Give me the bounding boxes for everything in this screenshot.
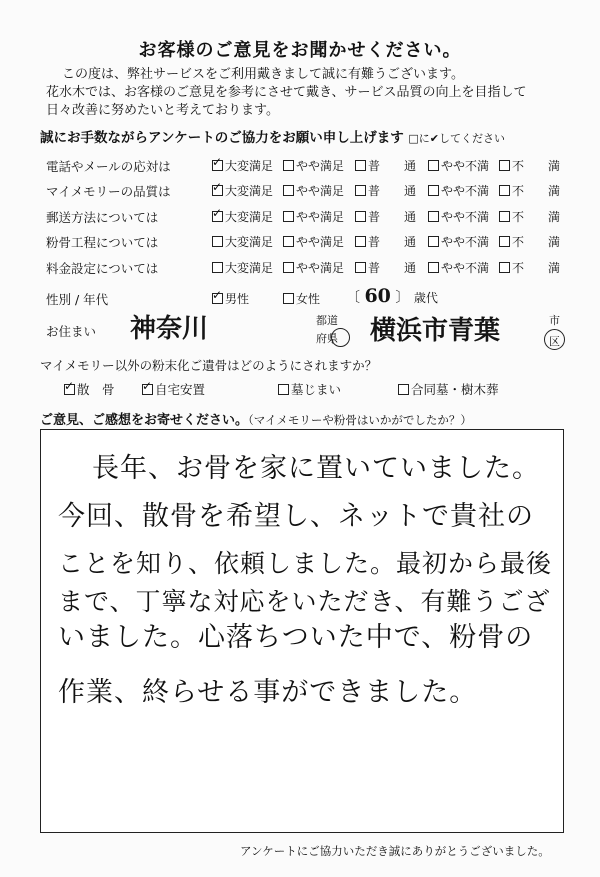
- rating-checkbox[interactable]: [212, 185, 223, 196]
- rating-option-label: 普 通: [368, 159, 417, 173]
- rating-option-label: やや不満: [441, 159, 490, 173]
- rating-option-label: 普 通: [368, 235, 417, 249]
- question-label: 郵送方法については: [46, 210, 159, 225]
- rating-option[interactable]: [212, 233, 273, 250]
- survey-request-text: 誠にお手数ながらアンケートのご協力をお願い申し上げます: [40, 130, 404, 146]
- rating-option[interactable]: [355, 208, 416, 225]
- gender-male-label: 男性: [225, 292, 250, 306]
- rating-checkbox[interactable]: [499, 236, 510, 247]
- comments-label-sub: （マイメモリーや粉骨はいかがでしたか？）: [248, 413, 472, 427]
- rating-option[interactable]: [428, 182, 489, 199]
- rating-checkbox[interactable]: [212, 211, 223, 222]
- rating-option[interactable]: [499, 157, 560, 174]
- rating-option-label: やや不満: [441, 184, 490, 198]
- rating-checkbox[interactable]: [499, 185, 510, 196]
- rating-checkbox[interactable]: [499, 262, 510, 273]
- gender-male-checkbox[interactable]: [212, 293, 223, 304]
- rating-checkbox[interactable]: [283, 211, 294, 222]
- rating-option-label: 不 満: [512, 261, 561, 275]
- remains-option[interactable]: [64, 380, 115, 398]
- remains-option-label: 合同墓・樹木葬: [411, 382, 499, 397]
- prefecture-circle: [331, 328, 350, 347]
- rating-option-label: やや満足: [296, 235, 345, 249]
- rating-checkbox[interactable]: [283, 262, 294, 273]
- footer-thanks: アンケートにご協力いただき誠にありがとうございました。: [240, 844, 550, 858]
- rating-checkbox[interactable]: [283, 185, 294, 196]
- gender-male-option[interactable]: [212, 290, 249, 307]
- comment-line: 今回、散骨を希望し、ネットで貴社の: [58, 501, 534, 532]
- rating-option-label: 不 満: [512, 210, 561, 224]
- rating-checkbox[interactable]: [499, 160, 510, 171]
- rating-option[interactable]: [355, 259, 416, 276]
- rating-option-label: 普 通: [368, 261, 417, 275]
- survey-request-note: □に✔してください: [408, 132, 506, 145]
- rating-option[interactable]: [283, 157, 344, 174]
- rating-option-label: やや満足: [296, 261, 345, 275]
- rating-option[interactable]: [499, 208, 560, 225]
- rating-option[interactable]: [355, 233, 416, 250]
- comments-label-main: ご意見、ご感想をお寄せください。: [40, 413, 249, 428]
- city-suffix-bottom: 区: [549, 335, 560, 348]
- city-value[interactable]: 横浜市青葉: [370, 316, 501, 346]
- comment-line: いました。心落ちついた中で、粉骨の: [58, 622, 534, 653]
- rating-option-label: 不 満: [512, 159, 561, 173]
- age-suffix: 歳代: [413, 291, 438, 305]
- rating-checkbox[interactable]: [283, 160, 294, 171]
- demographics-label: 性別 / 年代: [46, 292, 109, 307]
- rating-option-label: 大変満足: [225, 159, 274, 173]
- rating-option[interactable]: [283, 233, 344, 250]
- rating-option[interactable]: [428, 233, 489, 250]
- rating-checkbox[interactable]: [499, 211, 510, 222]
- rating-option[interactable]: [283, 259, 344, 276]
- gender-female-option[interactable]: [283, 290, 320, 307]
- comment-line: ことを知り、依頼しました。最初から最後: [58, 549, 553, 578]
- intro-line-3: 日々改善に努めたいと考えております。: [46, 103, 279, 118]
- remains-question-label: マイメモリー以外の粉末化ご遺骨はどのようにされますか？: [40, 358, 378, 373]
- rating-option[interactable]: [428, 157, 489, 174]
- comments-label: [40, 409, 472, 428]
- rating-checkbox[interactable]: [428, 236, 439, 247]
- rating-option-label: やや満足: [296, 184, 345, 198]
- age-value: 60: [364, 285, 391, 307]
- question-label: 料金設定については: [46, 261, 159, 276]
- rating-option-label: やや満足: [296, 210, 345, 224]
- city-suffix-top: 市: [549, 314, 560, 327]
- rating-checkbox[interactable]: [355, 185, 366, 196]
- rating-option[interactable]: [283, 182, 344, 199]
- comment-line: まで、丁寧な対応をいただき、有難うござ: [58, 587, 551, 616]
- rating-option[interactable]: [212, 259, 273, 276]
- rating-option-label: 不 満: [512, 235, 561, 249]
- prefecture-value[interactable]: 神奈川: [130, 314, 209, 344]
- comment-line: 作業、終らせる事ができました。: [58, 677, 478, 708]
- rating-option-label: やや不満: [441, 210, 490, 224]
- rating-option[interactable]: [428, 208, 489, 225]
- question-label: 電話やメールの応対は: [46, 159, 171, 174]
- prefecture-suffix-top: 都道: [316, 314, 338, 327]
- rating-checkbox[interactable]: [212, 236, 223, 247]
- rating-checkbox[interactable]: [283, 236, 294, 247]
- rating-checkbox[interactable]: [355, 262, 366, 273]
- rating-option-label: 大変満足: [225, 235, 274, 249]
- form-title: お客様のご意見をお聞かせください。: [138, 40, 462, 61]
- remains-option[interactable]: [398, 380, 499, 398]
- rating-option[interactable]: [212, 157, 273, 174]
- question-label: マイメモリーの品質は: [46, 184, 171, 199]
- rating-option-label: 不 満: [512, 184, 561, 198]
- rating-checkbox[interactable]: [355, 236, 366, 247]
- rating-checkbox[interactable]: [428, 211, 439, 222]
- rating-option[interactable]: [212, 208, 273, 225]
- rating-checkbox[interactable]: [428, 185, 439, 196]
- rating-option[interactable]: [499, 233, 560, 250]
- remains-checkbox[interactable]: [398, 384, 409, 395]
- rating-option-label: やや不満: [441, 261, 490, 275]
- rating-option[interactable]: [355, 157, 416, 174]
- survey-request: [40, 126, 505, 146]
- remains-option[interactable]: [142, 380, 205, 398]
- rating-option[interactable]: [428, 259, 489, 276]
- rating-option-label: 大変満足: [225, 184, 274, 198]
- remains-option[interactable]: [278, 380, 341, 398]
- rating-option-label: 普 通: [368, 210, 417, 224]
- rating-checkbox[interactable]: [355, 211, 366, 222]
- rating-option[interactable]: [283, 208, 344, 225]
- rating-option-label: 普 通: [368, 184, 417, 198]
- remains-option-label: 墓じまい: [291, 382, 342, 397]
- rating-option-label: 大変満足: [225, 261, 274, 275]
- prefecture-suffix-bottom: 府県: [316, 332, 338, 345]
- rating-checkbox[interactable]: [355, 160, 366, 171]
- intro-line-2: 花水木では、お客様のご意見を参考にさせて戴き、サービス品質の向上を目指して: [46, 85, 527, 100]
- rating-checkbox[interactable]: [212, 160, 223, 171]
- rating-checkbox[interactable]: [428, 160, 439, 171]
- rating-option[interactable]: [355, 182, 416, 199]
- rating-option[interactable]: [499, 259, 560, 276]
- intro-line-1: この度は、弊社サービスをご利用戴きまして誠に有難うございます。: [62, 67, 464, 82]
- rating-option-label: やや満足: [296, 159, 345, 173]
- rating-option[interactable]: [499, 182, 560, 199]
- rating-option-label: 大変満足: [225, 210, 274, 224]
- remains-option-label: 散 骨: [77, 382, 115, 397]
- rating-option-label: やや不満: [441, 235, 490, 249]
- remains-checkbox[interactable]: [142, 384, 153, 395]
- remains-option-label: 自宅安置: [155, 382, 206, 397]
- comment-line: 長年、お骨を家に置いていました。: [92, 453, 540, 484]
- rating-checkbox[interactable]: [428, 262, 439, 273]
- rating-option[interactable]: [212, 182, 273, 199]
- ward-circle: [544, 329, 565, 350]
- rating-checkbox[interactable]: [212, 262, 223, 273]
- address-label: お住まい: [46, 324, 97, 339]
- remains-checkbox[interactable]: [64, 384, 75, 395]
- remains-checkbox[interactable]: [278, 384, 289, 395]
- age-field[interactable]: 〔 60 〕 歳代: [346, 285, 438, 307]
- question-label: 粉骨工程については: [46, 235, 159, 250]
- gender-female-label: 女性: [296, 292, 321, 306]
- gender-female-checkbox[interactable]: [283, 293, 294, 304]
